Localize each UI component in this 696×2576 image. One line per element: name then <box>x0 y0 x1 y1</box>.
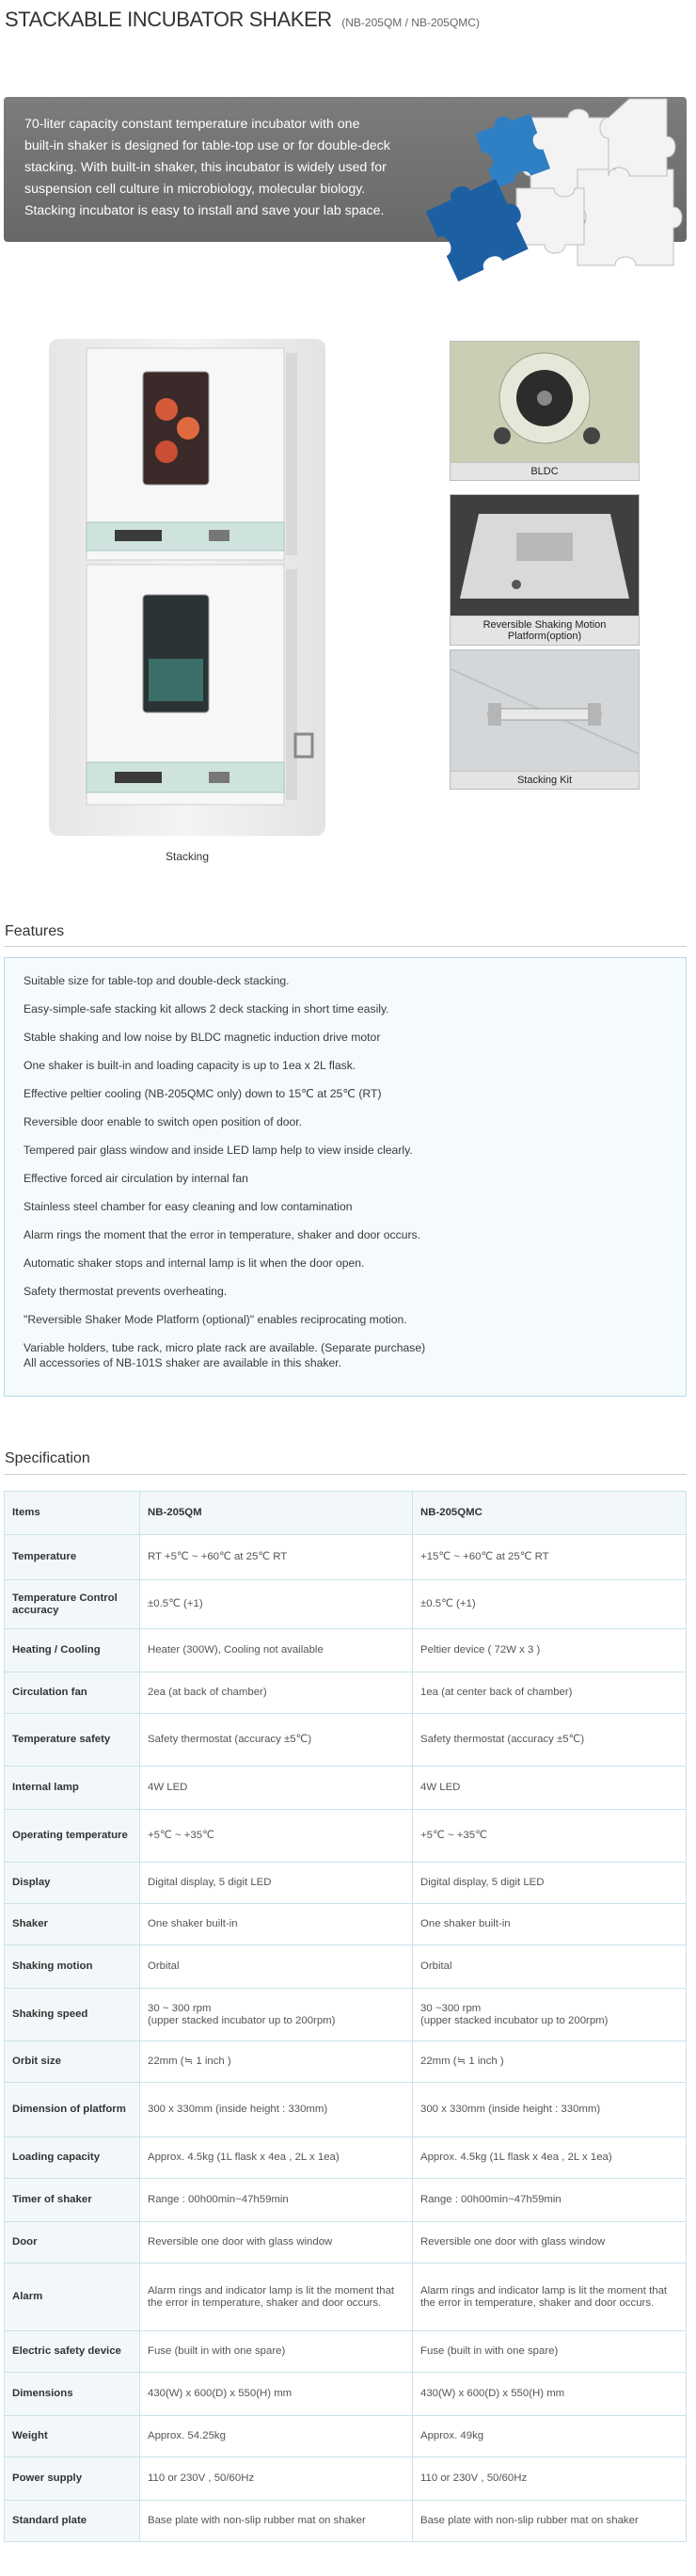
spec-item-label: Shaking speed <box>5 1989 140 2041</box>
specification-heading: Specification <box>5 1450 90 1466</box>
spec-item-label: Shaking motion <box>5 1945 140 1989</box>
spec-value-qm: 22mm (≒ 1 inch ) <box>140 2041 413 2083</box>
spec-value-qmc: Peltier device ( 72W x 3 ) <box>413 1629 687 1672</box>
spec-item-label: Dimension of platform <box>5 2083 140 2137</box>
spec-row <box>5 1989 687 2041</box>
divider <box>4 1474 687 1475</box>
spec-value-qmc: Fuse (built in with one spare) <box>413 2331 687 2373</box>
spec-item-label: Loading capacity <box>5 2137 140 2179</box>
spec-row <box>5 2264 687 2331</box>
spec-value-qmc: Approx. 4.5kg (1L flask x 4ea , 2L x 1ea) <box>413 2137 687 2179</box>
spec-value-qmc: Range : 00h00min~47h59min <box>413 2179 687 2222</box>
spec-value-qmc: Base plate with non-slip rubber mat on shaker <box>413 2501 687 2542</box>
spec-header-items: Items <box>5 1492 140 1535</box>
spec-row <box>5 2083 687 2137</box>
stacked-incubator-illustration <box>49 339 325 836</box>
spec-item-label: Electric safety device <box>5 2331 140 2373</box>
feature-item: One shaker is built-in and loading capacity is up to 1ea x 2L flask. <box>24 1059 356 1072</box>
thumb-stacking-kit <box>450 649 640 790</box>
spec-value-qmc: 22mm (≒ 1 inch ) <box>413 2041 687 2083</box>
thumb-bldc <box>450 341 640 481</box>
spec-row <box>5 2041 687 2083</box>
feature-item: Stainless steel chamber for easy cleaning and low contamination <box>24 1200 353 1213</box>
feature-item: Effective peltier cooling (NB-205QMC only) down to 15℃ at 25℃ (RT) <box>24 1087 382 1100</box>
features-box <box>4 957 687 1397</box>
spec-row <box>5 1810 687 1863</box>
feature-item: Safety thermostat prevents overheating. <box>24 1285 228 1298</box>
spec-value-qm: Alarm rings and indicator lamp is lit the moment that the error in temperature, shaker and door occurs. <box>140 2264 413 2331</box>
banner-line: stacking. With built-in shaker, this incubator is widely used for <box>24 160 387 175</box>
features-list <box>5 958 686 1378</box>
thumb-caption: Stacking Kit <box>451 771 639 789</box>
spec-item-label: Weight <box>5 2416 140 2457</box>
spec-row <box>5 1535 687 1580</box>
spec-row <box>5 1672 687 1714</box>
spec-item-label: Door <box>5 2222 140 2264</box>
spec-value-qmc: ±0.5℃ (+1) <box>413 1580 687 1629</box>
divider <box>4 946 687 947</box>
specification-table <box>4 1491 687 2542</box>
spec-value-qm: Safety thermostat (accuracy ±5℃) <box>140 1714 413 1767</box>
spec-item-label: Temperature <box>5 1535 140 1580</box>
feature-item: Reversible door enable to switch open position of door. <box>24 1115 303 1128</box>
model-numbers: (NB-205QM / NB-205QMC) <box>341 16 480 29</box>
feature-item: Suitable size for table-top and double-deck stacking. <box>24 974 290 987</box>
banner-line: 70-liter capacity constant temperature incubator with one <box>24 117 360 132</box>
spec-value-qmc: 110 or 230V , 50/60Hz <box>413 2457 687 2501</box>
spec-item-label: Dimensions <box>5 2373 140 2416</box>
spec-row <box>5 2416 687 2457</box>
product-photo-caption: Stacking <box>165 850 210 863</box>
spec-value-qm: Digital display, 5 digit LED <box>140 1863 413 1904</box>
spec-value-qm: 430(W) x 600(D) x 550(H) mm <box>140 2373 413 2416</box>
spec-item-label: Timer of shaker <box>5 2179 140 2222</box>
spec-value-qmc: Orbital <box>413 1945 687 1989</box>
feature-item: Automatic shaker stops and internal lamp is lit when the door open. <box>24 1256 365 1270</box>
feature-item: Effective forced air circulation by internal fan <box>24 1172 248 1185</box>
spec-row <box>5 2222 687 2264</box>
thumb-caption: BLDC <box>451 462 639 480</box>
spec-row <box>5 2373 687 2416</box>
spec-item-label: Operating temperature <box>5 1810 140 1863</box>
spec-item-label: Alarm <box>5 2264 140 2331</box>
feature-line: Variable holders, tube rack, micro plate rack are available. (Separate purchase) <box>24 1341 426 1354</box>
feature-item <box>24 1340 686 1378</box>
spec-value-qm: Approx. 4.5kg (1L flask x 4ea , 2L x 1ea) <box>140 2137 413 2179</box>
feature-item: Alarm rings the moment that the error in temperature, shaker and door occurs. <box>24 1228 421 1241</box>
spec-value-qm: Orbital <box>140 1945 413 1989</box>
page-title <box>5 8 480 32</box>
features-heading: Features <box>5 923 65 939</box>
banner-text <box>24 114 457 222</box>
spec-value-qmc: +5℃ ~ +35℃ <box>413 1810 687 1863</box>
spec-header-qm: NB-205QM <box>140 1492 413 1535</box>
spec-value-qmc: +15℃ ~ +60℃ at 25℃ RT <box>413 1535 687 1580</box>
spec-value-qm: One shaker built-in <box>140 1904 413 1945</box>
intro-banner <box>4 97 687 242</box>
spec-value-qmc: Alarm rings and indicator lamp is lit the moment that the error in temperature, shaker and door occurs. <box>413 2264 687 2331</box>
spec-row <box>5 2137 687 2179</box>
spec-value-qmc: 300 x 330mm (inside height : 330mm) <box>413 2083 687 2137</box>
spec-value-qm: Reversible one door with glass window <box>140 2222 413 2264</box>
spec-item-label: Temperature safety <box>5 1714 140 1767</box>
spec-item-label: Temperature Control accuracy <box>5 1580 140 1629</box>
spec-header-qmc: NB-205QMC <box>413 1492 687 1535</box>
stacking-kit-photo <box>451 650 639 771</box>
spec-value-qm: 30 ~ 300 rpm (upper stacked incubator up to 200rpm) <box>140 1989 413 2041</box>
spec-value-qm: Approx. 54.25kg <box>140 2416 413 2457</box>
spec-item-label: Heating / Cooling <box>5 1629 140 1672</box>
spec-row <box>5 1904 687 1945</box>
spec-header-row <box>5 1492 687 1535</box>
spec-row <box>5 1580 687 1629</box>
spec-row <box>5 2179 687 2222</box>
spec-item-label: Internal lamp <box>5 1767 140 1810</box>
spec-item-label: Standard plate <box>5 2501 140 2542</box>
spec-value-qm: +5℃ ~ +35℃ <box>140 1810 413 1863</box>
spec-item-label: Shaker <box>5 1904 140 1945</box>
spec-value-qmc: 430(W) x 600(D) x 550(H) mm <box>413 2373 687 2416</box>
spec-row <box>5 1945 687 1989</box>
spec-value-qmc: Digital display, 5 digit LED <box>413 1863 687 1904</box>
product-photo-stacking <box>49 339 325 836</box>
product-title: STACKABLE INCUBATOR SHAKER <box>5 8 332 31</box>
feature-item: Easy-simple-safe stacking kit allows 2 deck stacking in short time easily. <box>24 1002 389 1016</box>
banner-line: built-in shaker is designed for table-top use or for double-deck <box>24 138 390 153</box>
spec-value-qmc: Approx. 49kg <box>413 2416 687 2457</box>
spec-item-label: Orbit size <box>5 2041 140 2083</box>
spec-value-qmc: 4W LED <box>413 1767 687 1810</box>
spec-value-qmc: Reversible one door with glass window <box>413 2222 687 2264</box>
spec-value-qmc: Safety thermostat (accuracy ±5℃) <box>413 1714 687 1767</box>
bldc-photo <box>451 342 639 462</box>
thumb-reversible-platform <box>450 494 640 646</box>
spec-row <box>5 2331 687 2373</box>
feature-item: Tempered pair glass window and inside LED lamp help to view inside clearly. <box>24 1144 413 1157</box>
reversible-platform-photo <box>451 495 639 616</box>
spec-row <box>5 2457 687 2501</box>
spec-value-qm: ±0.5℃ (+1) <box>140 1580 413 1629</box>
spec-item-label: Circulation fan <box>5 1672 140 1714</box>
thumb-caption: Reversible Shaking Motion Platform(option) <box>451 616 639 645</box>
banner-line: suspension cell culture in microbiology, molecular biology. <box>24 182 366 197</box>
spec-value-qm: Range : 00h00min~47h59min <box>140 2179 413 2222</box>
spec-row <box>5 1714 687 1767</box>
puzzle-pieces-illustration <box>418 80 696 287</box>
feature-line: All accessories of NB-101S shaker are available in this shaker. <box>24 1356 342 1369</box>
feature-item: "Reversible Shaker Mode Platform (optional)" enables reciprocating motion. <box>24 1313 407 1326</box>
spec-value-qm: 4W LED <box>140 1767 413 1810</box>
banner-line: Stacking incubator is easy to install and save your lab space. <box>24 203 385 218</box>
spec-row <box>5 1767 687 1810</box>
spec-value-qm: 2ea (at back of chamber) <box>140 1672 413 1714</box>
spec-row <box>5 1629 687 1672</box>
spec-value-qmc: 1ea (at center back of chamber) <box>413 1672 687 1714</box>
spec-value-qm: 110 or 230V , 50/60Hz <box>140 2457 413 2501</box>
spec-value-qm: Heater (300W), Cooling not available <box>140 1629 413 1672</box>
spec-value-qmc: 30 ~300 rpm (upper stacked incubator up to 200rpm) <box>413 1989 687 2041</box>
spec-item-label: Power supply <box>5 2457 140 2501</box>
spec-item-label: Display <box>5 1863 140 1904</box>
spec-value-qmc: One shaker built-in <box>413 1904 687 1945</box>
spec-value-qm: Base plate with non-slip rubber mat on shaker <box>140 2501 413 2542</box>
spec-row <box>5 2501 687 2542</box>
spec-value-qm: 300 x 330mm (inside height : 330mm) <box>140 2083 413 2137</box>
spec-value-qm: RT +5℃ ~ +60℃ at 25℃ RT <box>140 1535 413 1580</box>
spec-value-qm: Fuse (built in with one spare) <box>140 2331 413 2373</box>
feature-item: Stable shaking and low noise by BLDC magnetic induction drive motor <box>24 1031 381 1044</box>
spec-row <box>5 1863 687 1904</box>
